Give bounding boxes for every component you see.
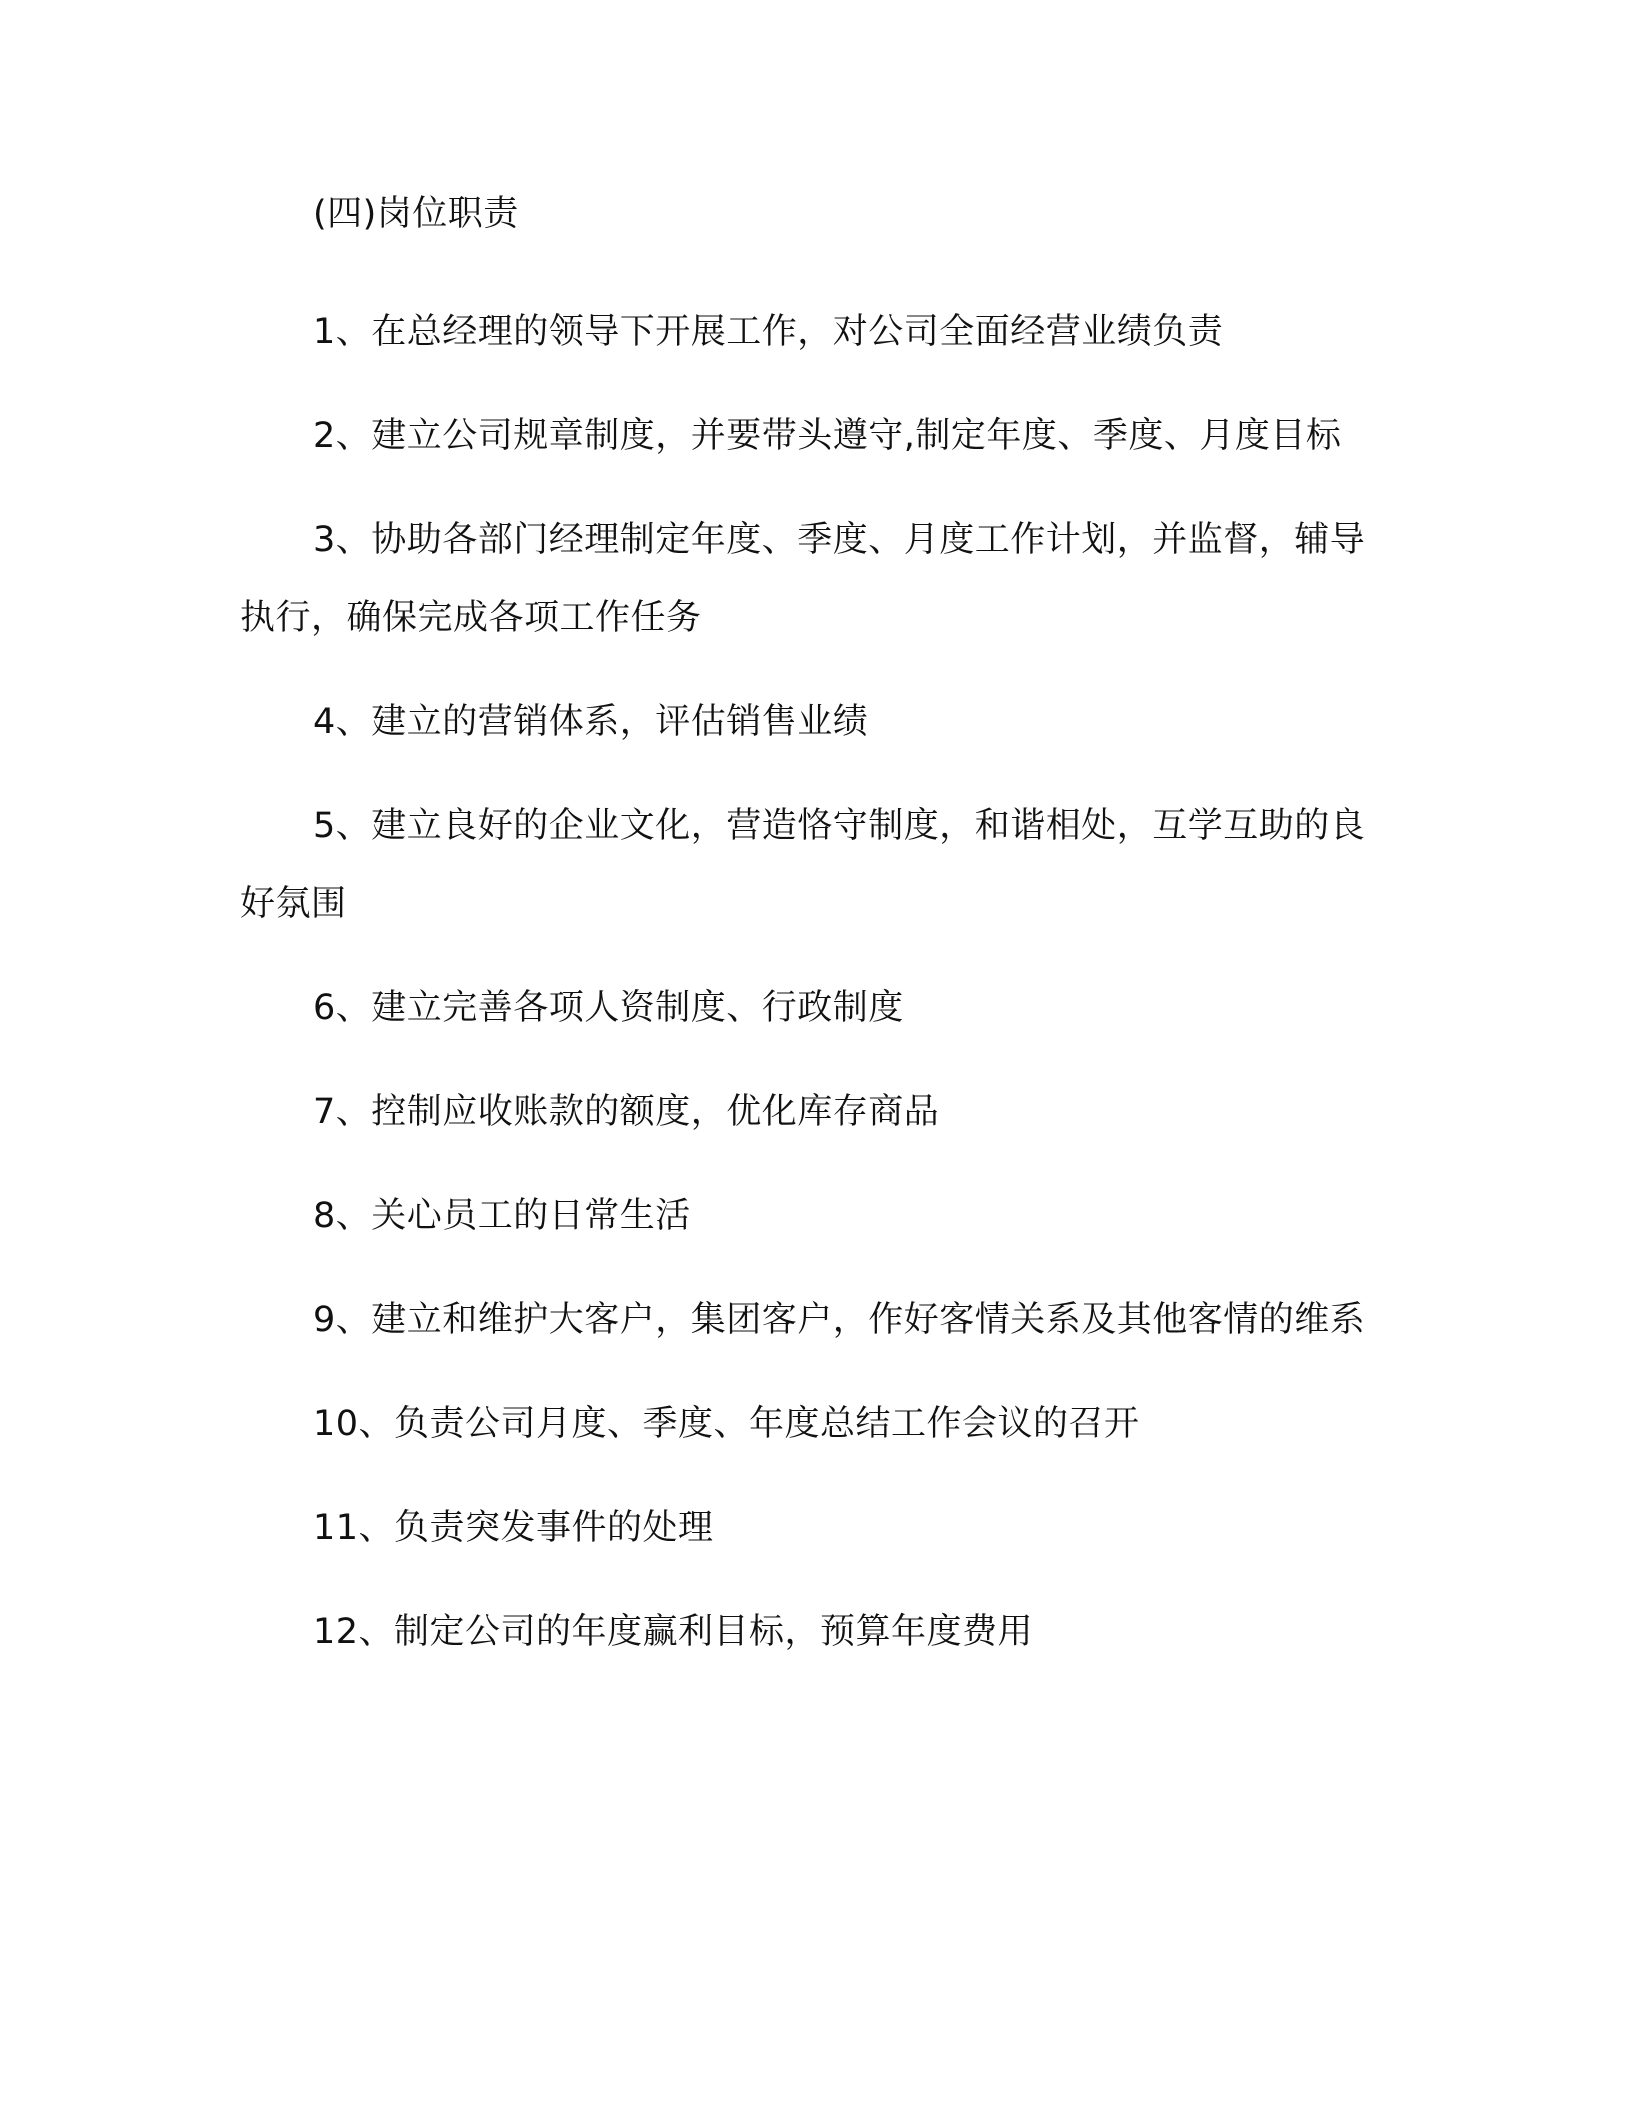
duty-item-6: 6、建立完善各项人资制度、行政制度 <box>313 988 904 1028</box>
duty-item-2: 2、建立公司规章制度，并要带头遵守,制定年度、季度、月度目标 <box>313 416 1342 456</box>
duty-item-10: 10、负责公司月度、季度、年度总结工作会议的召开 <box>313 1404 1140 1444</box>
duty-item-12: 12、制定公司的年度赢利目标，预算年度费用 <box>313 1612 1034 1652</box>
duty-item-3: 3、协助各部门经理制定年度、季度、月度工作计划，并监督，辅导执行，确保完成各项工作任务 <box>240 520 1366 638</box>
duty-item-11: 11、负责突发事件的处理 <box>313 1508 714 1548</box>
duty-item-4: 4、建立的营销体系，评估销售业绩 <box>313 702 869 742</box>
duty-item-7: 7、控制应收账款的额度，优化库存商品 <box>313 1092 940 1132</box>
duty-item-5: 5、建立良好的企业文化，营造恪守制度，和谐相处，互学互助的良好氛围 <box>240 806 1366 924</box>
duty-item-1: 1、在总经理的领导下开展工作，对公司全面经营业绩负责 <box>313 312 1224 352</box>
document-body <box>240 190 1390 1697</box>
duty-item-9: 9、建立和维护大客户，集团客户，作好客情关系及其他客情的维系 <box>313 1300 1366 1340</box>
duty-item-8: 8、关心员工的日常生活 <box>313 1196 691 1236</box>
section-heading: (四)岗位职责 <box>313 194 519 234</box>
